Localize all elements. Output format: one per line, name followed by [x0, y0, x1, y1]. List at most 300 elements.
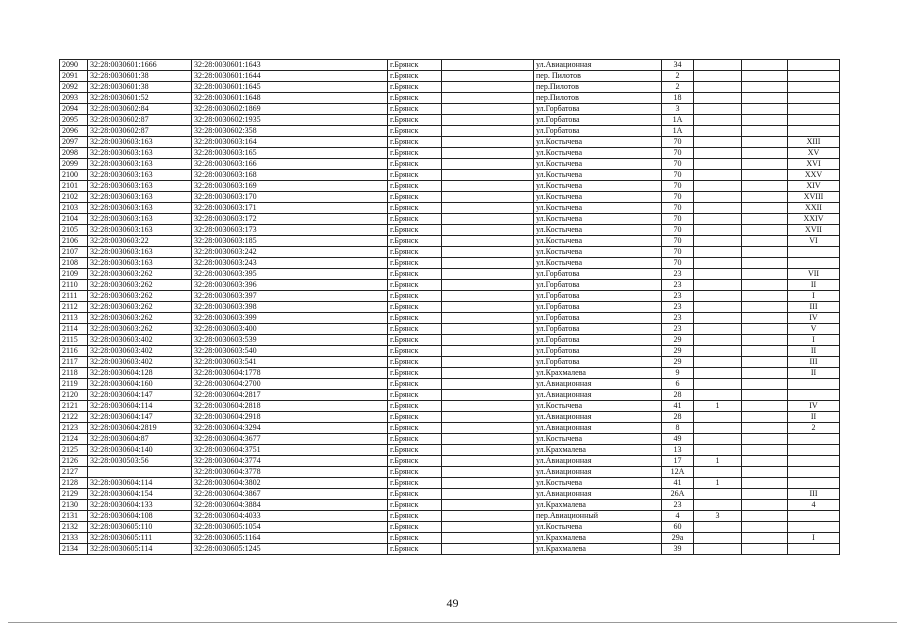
house-number-cell: 29а — [662, 533, 694, 544]
city-cell: г.Брянск — [388, 126, 442, 137]
street-cell: ул.Горбатова — [534, 115, 662, 126]
room-number-cell: IV — [788, 401, 840, 412]
room-number-cell: II — [788, 368, 840, 379]
object-cadastral-number-cell: 32:28:0030603:242 — [192, 247, 388, 258]
blank-cell — [442, 60, 534, 71]
city-cell: г.Брянск — [388, 93, 442, 104]
record-number-cell: 2091 — [60, 71, 88, 82]
register-table-body — [60, 60, 840, 555]
table-row — [60, 423, 840, 434]
table-row — [60, 82, 840, 93]
object-cadastral-number-cell: 32:28:0030604:3751 — [192, 445, 388, 456]
street-cell: ул.Горбатова — [534, 346, 662, 357]
city-cell: г.Брянск — [388, 533, 442, 544]
blank-cell — [442, 302, 534, 313]
house-number-cell: 23 — [662, 291, 694, 302]
extra-cell — [742, 236, 788, 247]
table-row — [60, 346, 840, 357]
city-cell: г.Брянск — [388, 258, 442, 269]
table-row — [60, 203, 840, 214]
house-number-cell: 23 — [662, 313, 694, 324]
room-number-cell: II — [788, 412, 840, 423]
building-number-cell — [694, 192, 742, 203]
object-cadastral-number-cell: 32:28:0030603:169 — [192, 181, 388, 192]
building-number-cell — [694, 346, 742, 357]
building-number-cell — [694, 379, 742, 390]
record-number-cell: 2093 — [60, 93, 88, 104]
house-number-cell: 70 — [662, 137, 694, 148]
room-number-cell — [788, 82, 840, 93]
object-cadastral-number-cell: 32:28:0030603:399 — [192, 313, 388, 324]
parcel-cadastral-number-cell: 32:28:0030604:147 — [88, 390, 192, 401]
building-number-cell — [694, 302, 742, 313]
street-cell: ул.Костычева — [534, 203, 662, 214]
record-number-cell: 2127 — [60, 467, 88, 478]
city-cell: г.Брянск — [388, 104, 442, 115]
room-number-cell: XVI — [788, 159, 840, 170]
room-number-cell: XIII — [788, 137, 840, 148]
parcel-cadastral-number-cell: 32:28:0030602:87 — [88, 115, 192, 126]
building-number-cell — [694, 357, 742, 368]
extra-cell — [742, 137, 788, 148]
blank-cell — [442, 357, 534, 368]
room-number-cell — [788, 390, 840, 401]
object-cadastral-number-cell: 32:28:0030601:1643 — [192, 60, 388, 71]
city-cell: г.Брянск — [388, 423, 442, 434]
street-cell: ул.Авиационная — [534, 60, 662, 71]
blank-cell — [442, 192, 534, 203]
table-row — [60, 401, 840, 412]
building-number-cell — [694, 93, 742, 104]
building-number-cell — [694, 533, 742, 544]
building-number-cell — [694, 159, 742, 170]
parcel-cadastral-number-cell: 32:28:0030603:163 — [88, 247, 192, 258]
object-cadastral-number-cell: 32:28:0030605:1245 — [192, 544, 388, 555]
street-cell: ул.Горбатова — [534, 302, 662, 313]
blank-cell — [442, 247, 534, 258]
room-number-cell — [788, 126, 840, 137]
street-cell: ул.Авиационная — [534, 423, 662, 434]
record-number-cell: 2112 — [60, 302, 88, 313]
building-number-cell — [694, 423, 742, 434]
house-number-cell: 34 — [662, 60, 694, 71]
blank-cell — [442, 456, 534, 467]
extra-cell — [742, 357, 788, 368]
table-row — [60, 533, 840, 544]
record-number-cell: 2131 — [60, 511, 88, 522]
building-number-cell: 1 — [694, 401, 742, 412]
building-number-cell — [694, 115, 742, 126]
room-number-cell — [788, 467, 840, 478]
street-cell: пер.Пилотов — [534, 93, 662, 104]
street-cell: ул.Горбатова — [534, 280, 662, 291]
street-cell: ул.Горбатова — [534, 324, 662, 335]
object-cadastral-number-cell: 32:28:0030603:400 — [192, 324, 388, 335]
record-number-cell: 2115 — [60, 335, 88, 346]
table-row — [60, 412, 840, 423]
house-number-cell: 1А — [662, 115, 694, 126]
house-number-cell: 70 — [662, 181, 694, 192]
city-cell: г.Брянск — [388, 71, 442, 82]
record-number-cell: 2098 — [60, 148, 88, 159]
record-number-cell: 2110 — [60, 280, 88, 291]
house-number-cell: 9 — [662, 368, 694, 379]
blank-cell — [442, 368, 534, 379]
table-row — [60, 368, 840, 379]
object-cadastral-number-cell: 32:28:0030601:1648 — [192, 93, 388, 104]
record-number-cell: 2103 — [60, 203, 88, 214]
city-cell: г.Брянск — [388, 115, 442, 126]
parcel-cadastral-number-cell: 32:28:0030603:163 — [88, 214, 192, 225]
parcel-cadastral-number-cell: 32:28:0030603:163 — [88, 148, 192, 159]
blank-cell — [442, 93, 534, 104]
building-number-cell — [694, 412, 742, 423]
extra-cell — [742, 445, 788, 456]
house-number-cell: 70 — [662, 148, 694, 159]
house-number-cell: 70 — [662, 236, 694, 247]
street-cell: ул.Костычева — [534, 181, 662, 192]
record-number-cell: 2132 — [60, 522, 88, 533]
building-number-cell — [694, 522, 742, 533]
city-cell: г.Брянск — [388, 203, 442, 214]
parcel-cadastral-number-cell: 32:28:0030603:163 — [88, 203, 192, 214]
extra-cell — [742, 291, 788, 302]
street-cell: ул.Крахмалева — [534, 368, 662, 379]
city-cell: г.Брянск — [388, 445, 442, 456]
street-cell: ул.Костычева — [534, 192, 662, 203]
room-number-cell: I — [788, 335, 840, 346]
house-number-cell: 23 — [662, 500, 694, 511]
building-number-cell — [694, 291, 742, 302]
extra-cell — [742, 181, 788, 192]
parcel-cadastral-number-cell: 32:28:0030604:160 — [88, 379, 192, 390]
record-number-cell: 2106 — [60, 236, 88, 247]
blank-cell — [442, 291, 534, 302]
extra-cell — [742, 170, 788, 181]
house-number-cell: 2 — [662, 82, 694, 93]
blank-cell — [442, 478, 534, 489]
object-cadastral-number-cell: 32:28:0030603:540 — [192, 346, 388, 357]
room-number-cell — [788, 104, 840, 115]
house-number-cell: 41 — [662, 401, 694, 412]
table-row — [60, 214, 840, 225]
extra-cell — [742, 368, 788, 379]
building-number-cell — [694, 390, 742, 401]
record-number-cell: 2128 — [60, 478, 88, 489]
table-row — [60, 467, 840, 478]
object-cadastral-number-cell: 32:28:0030603:397 — [192, 291, 388, 302]
building-number-cell — [694, 82, 742, 93]
building-number-cell — [694, 368, 742, 379]
city-cell: г.Брянск — [388, 181, 442, 192]
room-number-cell: I — [788, 291, 840, 302]
house-number-cell: 29 — [662, 346, 694, 357]
extra-cell — [742, 104, 788, 115]
table-row — [60, 225, 840, 236]
object-cadastral-number-cell: 32:28:0030604:1778 — [192, 368, 388, 379]
object-cadastral-number-cell: 32:28:0030605:1054 — [192, 522, 388, 533]
table-row — [60, 93, 840, 104]
parcel-cadastral-number-cell: 32:28:0030604:87 — [88, 434, 192, 445]
parcel-cadastral-number-cell: 32:28:0030604:108 — [88, 511, 192, 522]
record-number-cell: 2114 — [60, 324, 88, 335]
extra-cell — [742, 247, 788, 258]
building-number-cell: 1 — [694, 478, 742, 489]
extra-cell — [742, 401, 788, 412]
city-cell: г.Брянск — [388, 489, 442, 500]
street-cell: ул.Авиационная — [534, 489, 662, 500]
extra-cell — [742, 60, 788, 71]
room-number-cell — [788, 93, 840, 104]
city-cell: г.Брянск — [388, 291, 442, 302]
object-cadastral-number-cell: 32:28:0030604:2817 — [192, 390, 388, 401]
table-row — [60, 357, 840, 368]
object-cadastral-number-cell: 32:28:0030603:171 — [192, 203, 388, 214]
house-number-cell: 12А — [662, 467, 694, 478]
blank-cell — [442, 313, 534, 324]
parcel-cadastral-number-cell: 32:28:0030603:402 — [88, 357, 192, 368]
record-number-cell: 2105 — [60, 225, 88, 236]
street-cell: ул.Костычева — [534, 214, 662, 225]
record-number-cell: 2126 — [60, 456, 88, 467]
extra-cell — [742, 511, 788, 522]
street-cell: пер.Пилотов — [534, 82, 662, 93]
parcel-cadastral-number-cell: 32:28:0030601:38 — [88, 82, 192, 93]
house-number-cell: 23 — [662, 269, 694, 280]
house-number-cell: 28 — [662, 412, 694, 423]
city-cell: г.Брянск — [388, 401, 442, 412]
street-cell: ул.Горбатова — [534, 269, 662, 280]
city-cell: г.Брянск — [388, 379, 442, 390]
building-number-cell — [694, 269, 742, 280]
building-number-cell — [694, 247, 742, 258]
city-cell: г.Брянск — [388, 313, 442, 324]
record-number-cell: 2097 — [60, 137, 88, 148]
table-row — [60, 313, 840, 324]
room-number-cell — [788, 247, 840, 258]
street-cell: ул.Костычева — [534, 170, 662, 181]
city-cell: г.Брянск — [388, 170, 442, 181]
building-number-cell — [694, 236, 742, 247]
parcel-cadastral-number-cell: 32:28:0030603:163 — [88, 159, 192, 170]
house-number-cell: 8 — [662, 423, 694, 434]
record-number-cell: 2104 — [60, 214, 88, 225]
street-cell: ул.Крахмалева — [534, 533, 662, 544]
object-cadastral-number-cell: 32:28:0030603:395 — [192, 269, 388, 280]
blank-cell — [442, 170, 534, 181]
blank-cell — [442, 489, 534, 500]
table-row — [60, 324, 840, 335]
blank-cell — [442, 115, 534, 126]
blank-cell — [442, 137, 534, 148]
street-cell: ул.Костычева — [534, 434, 662, 445]
parcel-cadastral-number-cell: 32:28:0030603:262 — [88, 280, 192, 291]
building-number-cell — [694, 170, 742, 181]
object-cadastral-number-cell: 32:28:0030601:1644 — [192, 71, 388, 82]
street-cell: ул.Горбатова — [534, 104, 662, 115]
building-number-cell — [694, 126, 742, 137]
house-number-cell: 70 — [662, 247, 694, 258]
object-cadastral-number-cell: 32:28:0030602:1869 — [192, 104, 388, 115]
object-cadastral-number-cell: 32:28:0030602:1935 — [192, 115, 388, 126]
city-cell: г.Брянск — [388, 335, 442, 346]
table-row — [60, 434, 840, 445]
table-row — [60, 170, 840, 181]
object-cadastral-number-cell: 32:28:0030603:396 — [192, 280, 388, 291]
house-number-cell: 26А — [662, 489, 694, 500]
parcel-cadastral-number-cell: 32:28:0030601:38 — [88, 71, 192, 82]
extra-cell — [742, 324, 788, 335]
room-number-cell: III — [788, 489, 840, 500]
parcel-cadastral-number-cell: 32:28:0030605:111 — [88, 533, 192, 544]
room-number-cell: 4 — [788, 500, 840, 511]
room-number-cell: III — [788, 302, 840, 313]
extra-cell — [742, 423, 788, 434]
house-number-cell: 70 — [662, 258, 694, 269]
table-row — [60, 522, 840, 533]
table-row — [60, 390, 840, 401]
register-table — [59, 59, 840, 555]
extra-cell — [742, 115, 788, 126]
table-row — [60, 269, 840, 280]
record-number-cell: 2120 — [60, 390, 88, 401]
room-number-cell — [788, 522, 840, 533]
street-cell: ул.Крахмалева — [534, 500, 662, 511]
extra-cell — [742, 390, 788, 401]
blank-cell — [442, 225, 534, 236]
room-number-cell: 2 — [788, 423, 840, 434]
street-cell: пер.Авиационный — [534, 511, 662, 522]
street-cell: ул.Костычева — [534, 401, 662, 412]
street-cell: ул.Авиационная — [534, 456, 662, 467]
room-number-cell — [788, 71, 840, 82]
object-cadastral-number-cell: 32:28:0030603:172 — [192, 214, 388, 225]
extra-cell — [742, 225, 788, 236]
record-number-cell: 2117 — [60, 357, 88, 368]
street-cell: ул.Горбатова — [534, 291, 662, 302]
room-number-cell: V — [788, 324, 840, 335]
street-cell: ул.Горбатова — [534, 335, 662, 346]
city-cell: г.Брянск — [388, 225, 442, 236]
city-cell: г.Брянск — [388, 478, 442, 489]
record-number-cell: 2119 — [60, 379, 88, 390]
house-number-cell: 28 — [662, 390, 694, 401]
extra-cell — [742, 280, 788, 291]
table-row — [60, 544, 840, 555]
city-cell: г.Брянск — [388, 148, 442, 159]
record-number-cell: 2099 — [60, 159, 88, 170]
house-number-cell: 4 — [662, 511, 694, 522]
record-number-cell: 2118 — [60, 368, 88, 379]
room-number-cell — [788, 478, 840, 489]
parcel-cadastral-number-cell: 32:28:0030603:163 — [88, 170, 192, 181]
table-row — [60, 148, 840, 159]
blank-cell — [442, 500, 534, 511]
parcel-cadastral-number-cell: 32:28:0030603:262 — [88, 313, 192, 324]
building-number-cell — [694, 280, 742, 291]
house-number-cell: 2 — [662, 71, 694, 82]
street-cell: ул.Костычева — [534, 478, 662, 489]
record-number-cell: 2096 — [60, 126, 88, 137]
building-number-cell — [694, 467, 742, 478]
table-row — [60, 379, 840, 390]
room-number-cell: XVII — [788, 225, 840, 236]
house-number-cell: 1А — [662, 126, 694, 137]
street-cell: ул.Костычева — [534, 159, 662, 170]
city-cell: г.Брянск — [388, 214, 442, 225]
building-number-cell — [694, 544, 742, 555]
house-number-cell: 49 — [662, 434, 694, 445]
blank-cell — [442, 423, 534, 434]
building-number-cell — [694, 500, 742, 511]
city-cell: г.Брянск — [388, 544, 442, 555]
blank-cell — [442, 390, 534, 401]
room-number-cell: II — [788, 280, 840, 291]
parcel-cadastral-number-cell: 32:28:0030603:163 — [88, 258, 192, 269]
parcel-cadastral-number-cell: 32:28:0030603:163 — [88, 181, 192, 192]
extra-cell — [742, 379, 788, 390]
room-number-cell: XVIII — [788, 192, 840, 203]
street-cell: ул.Костычева — [534, 522, 662, 533]
record-number-cell: 2113 — [60, 313, 88, 324]
house-number-cell: 3 — [662, 104, 694, 115]
room-number-cell: VI — [788, 236, 840, 247]
city-cell: г.Брянск — [388, 236, 442, 247]
object-cadastral-number-cell: 32:28:0030604:2818 — [192, 401, 388, 412]
house-number-cell: 29 — [662, 357, 694, 368]
building-number-cell — [694, 324, 742, 335]
building-number-cell — [694, 313, 742, 324]
table-row — [60, 71, 840, 82]
house-number-cell: 70 — [662, 159, 694, 170]
room-number-cell — [788, 258, 840, 269]
building-number-cell — [694, 60, 742, 71]
record-number-cell: 2111 — [60, 291, 88, 302]
parcel-cadastral-number-cell: 32:28:0030601:1666 — [88, 60, 192, 71]
house-number-cell: 6 — [662, 379, 694, 390]
parcel-cadastral-number-cell: 32:28:0030604:114 — [88, 401, 192, 412]
blank-cell — [442, 269, 534, 280]
object-cadastral-number-cell: 32:28:0030603:164 — [192, 137, 388, 148]
street-cell: ул.Авиационная — [534, 412, 662, 423]
object-cadastral-number-cell: 32:28:0030603:165 — [192, 148, 388, 159]
bottom-divider — [8, 622, 897, 623]
city-cell: г.Брянск — [388, 357, 442, 368]
building-number-cell: 1 — [694, 456, 742, 467]
extra-cell — [742, 269, 788, 280]
street-cell: ул.Авиационная — [534, 467, 662, 478]
blank-cell — [442, 379, 534, 390]
street-cell: ул.Костычева — [534, 236, 662, 247]
room-number-cell: II — [788, 346, 840, 357]
blank-cell — [442, 148, 534, 159]
record-number-cell: 2109 — [60, 269, 88, 280]
parcel-cadastral-number-cell: 32:28:0030601:52 — [88, 93, 192, 104]
city-cell: г.Брянск — [388, 412, 442, 423]
street-cell: ул.Костычева — [534, 137, 662, 148]
parcel-cadastral-number-cell: 32:28:0030605:114 — [88, 544, 192, 555]
object-cadastral-number-cell: 32:28:0030604:3294 — [192, 423, 388, 434]
blank-cell — [442, 434, 534, 445]
room-number-cell — [788, 511, 840, 522]
city-cell: г.Брянск — [388, 467, 442, 478]
table-row — [60, 104, 840, 115]
street-cell: ул.Костычева — [534, 225, 662, 236]
object-cadastral-number-cell: 32:28:0030604:3778 — [192, 467, 388, 478]
city-cell: г.Брянск — [388, 324, 442, 335]
table-row — [60, 137, 840, 148]
city-cell: г.Брянск — [388, 60, 442, 71]
